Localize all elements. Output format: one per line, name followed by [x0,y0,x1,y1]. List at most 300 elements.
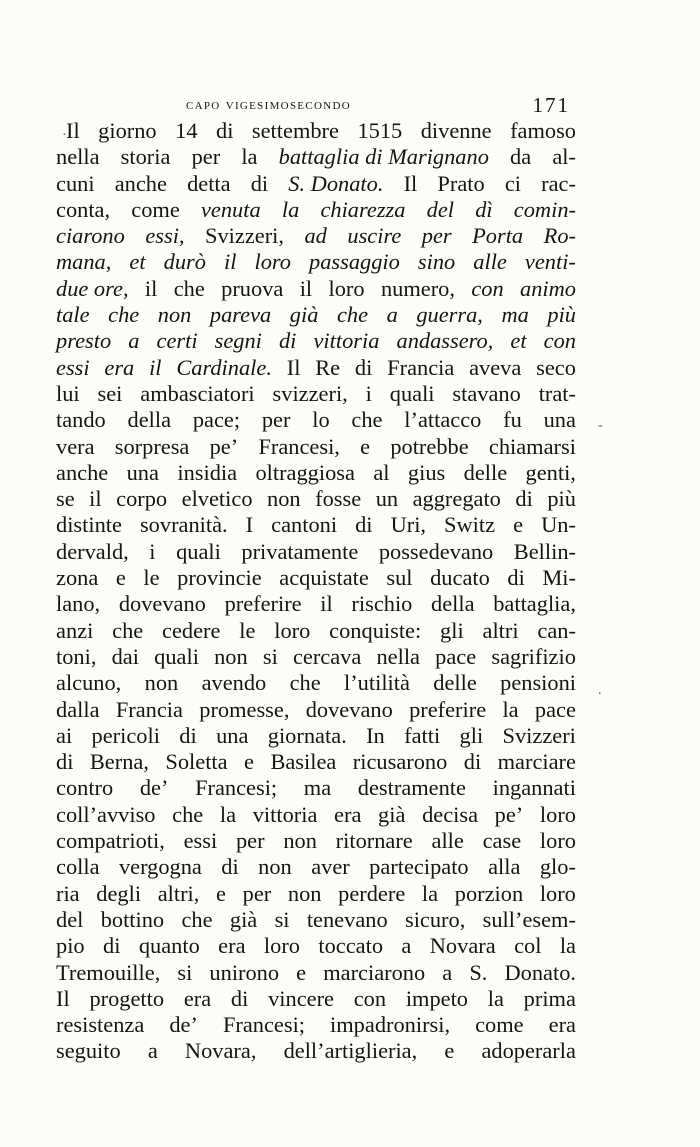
text-line [56,171,576,197]
word: pruova [221,275,284,301]
word: che [181,906,213,932]
word: preferire [224,591,302,617]
word: presto [56,328,112,354]
word: per [235,828,265,854]
word: ai [56,722,73,748]
word: distinte [56,512,122,538]
word: pace [435,643,477,669]
word: non [283,828,317,854]
word: ma [303,775,332,801]
word: vincere [268,985,334,1011]
word: di [230,985,249,1011]
word: il [144,275,158,301]
word: Novara [429,933,496,959]
word: tale [56,302,90,328]
word: chiamarsi [488,433,576,459]
word: ritornare [335,828,413,854]
word: Re [315,354,341,380]
word: impadronirsi, [330,1012,451,1038]
word: numero, [380,275,455,301]
word: destramente [357,775,466,801]
word: compatrioti, [56,828,165,854]
word: il [223,249,237,275]
word: zona [56,565,99,591]
text-line [56,775,576,801]
word: una [126,459,159,485]
word: pe’ [209,433,239,459]
word: vera [56,433,95,459]
word: per [261,407,291,433]
word: era [183,985,212,1011]
word: battaglia, [493,591,576,617]
word: non [287,880,322,906]
word: seco [536,354,576,380]
word: i [365,380,372,406]
word: andassero, [396,328,494,354]
word: come [475,1012,524,1038]
word: di [221,854,239,880]
word: provincie [177,565,262,591]
word: coll’avviso [56,801,156,827]
word: toni, [56,643,97,669]
word: Novara, [184,1038,257,1064]
text-line [56,907,576,933]
word: il [149,354,162,380]
word: si [177,959,193,985]
word: cedere [162,617,221,643]
word: la [281,196,300,222]
word: stavano [452,380,521,406]
word: venuta [200,196,261,222]
word: uscire [347,223,402,249]
word: quali [176,538,221,564]
word: quali [154,643,199,669]
word: vittoria [252,801,318,827]
word: non [157,302,192,328]
word: aggregato [412,486,501,512]
word: la [559,933,576,959]
word: delle [463,459,508,485]
word: Uri, [390,512,427,538]
word: de’ [169,1012,198,1038]
text-line [56,591,576,617]
word: e [360,433,371,459]
word: un [375,486,399,512]
word: sagrifizio [491,643,576,669]
word: che [108,302,140,328]
word: lui [56,380,80,406]
word: aveva [469,354,522,380]
word: guerra, [416,302,483,328]
word: dell’artiglieria, [283,1038,418,1064]
word: acquistate [279,565,369,591]
word: che [112,617,144,643]
word: toccato [318,933,384,959]
word: sino [417,249,456,275]
word: dì [475,196,493,222]
word: trat- [538,380,576,406]
word: delle [433,670,477,696]
word: di [355,512,373,538]
word: seguito [56,1038,121,1064]
word: insidia [177,459,238,485]
text-line [56,512,576,538]
word: della [431,591,475,617]
word: divenne [420,118,492,143]
word: per [242,880,272,906]
word: aver [311,854,350,880]
word: essi [183,828,218,854]
word: la [219,801,237,827]
word: cantoni [271,512,338,538]
word: per [191,144,221,170]
text-line [56,460,576,486]
word: Porta [472,223,524,249]
word: nella [56,144,100,170]
word: le [239,617,256,643]
word: ingannati [492,775,576,801]
word: conta, [56,196,111,222]
word: e [296,959,307,985]
word: passaggio [309,249,400,275]
word: al- [552,144,576,170]
word: case [482,828,522,854]
word: animo [520,275,576,301]
word: e [444,1038,455,1064]
word: tenevano [306,906,388,932]
word: Ro- [543,223,576,249]
word: a [442,959,453,985]
word: e [244,749,254,775]
text-line [56,118,576,144]
word: e [115,565,126,591]
word: quali [389,380,435,406]
text-line [56,854,576,880]
word: Berna, [89,749,149,775]
word: ciarono [56,223,125,249]
word: il [320,591,333,617]
margin-dot: · [62,128,67,143]
word: svizzeri, [272,380,348,406]
word: Prato [437,170,485,196]
word: settembre [251,118,339,143]
word: contro [56,775,114,801]
word: fatti [404,722,441,748]
word: loro [539,880,576,906]
word: dervald, [56,538,129,564]
word: di [250,170,269,196]
word: Donato. [504,959,576,985]
word: a [386,302,398,328]
word: pace [534,696,576,722]
text-line [56,407,576,433]
word: sovranità. [139,512,228,538]
word: si [262,643,278,669]
word: Francesi, [258,433,340,459]
word: di [463,749,482,775]
text-line [56,565,576,591]
word: dai [111,643,139,669]
margin-dot: . [598,683,602,698]
word: giornata. [267,722,347,748]
word: In [366,722,385,748]
word: la [487,985,504,1011]
text-line [56,802,576,828]
word: durò [163,249,206,275]
word: Tremouille, [56,959,161,985]
word: Francia [115,696,183,722]
word: corpo [116,486,168,512]
word: loro [254,249,291,275]
word: porzion [454,880,524,906]
word: se [56,486,75,512]
word: loro [328,275,365,301]
word: già [229,906,258,932]
word: can- [537,617,576,643]
word: comin- [513,196,576,222]
word: Il [66,118,80,143]
word: Il [56,985,70,1011]
word: sorpresa [114,433,190,459]
word: nella [376,643,420,669]
word: più [547,486,576,512]
word: l’attacco [404,407,482,433]
word: Mi- [542,565,576,591]
word: avendo [201,670,267,696]
word: vergogna [118,854,202,880]
word: 1515 [357,118,403,143]
word: oltraggiosa [255,459,355,485]
word: pensioni [500,670,576,696]
word: essi, [145,223,185,249]
word: altri [482,617,519,643]
word: di [507,565,525,591]
word: non [267,486,301,512]
text-line [56,960,576,986]
word: chiarezza [320,196,406,222]
word: segni [214,328,262,354]
word: a [128,328,140,354]
word: certi [156,328,198,354]
word: il [299,275,313,301]
word: pio [56,933,85,959]
text-line [56,986,576,1012]
word: essi [56,354,90,380]
word: Svizzeri [502,722,576,748]
word: e [216,880,226,906]
word: Francia [387,354,455,380]
text-line [56,144,576,170]
word: anzi [56,617,94,643]
word: sei [97,380,123,406]
word: possedevano [378,538,494,564]
text-line [56,249,576,275]
word: resistenza [56,1012,145,1038]
word: dalla [56,696,100,722]
word: decisa [422,801,479,827]
word: da [510,144,532,170]
word: con [353,985,387,1011]
word: battaglia di Marignano [278,144,489,170]
word: una [216,722,249,748]
word: si [274,906,290,932]
word: Svizzeri, [205,223,284,249]
word: pericoli [91,722,160,748]
text-line [56,1038,576,1064]
text-line [56,828,576,854]
word: che [173,275,205,301]
word: ci [504,170,521,196]
word: rac- [541,170,576,196]
word: giorno [98,118,157,143]
word: di [354,354,373,380]
word: di [103,933,121,959]
word: glo- [539,854,576,880]
word: due ore, [56,275,129,301]
word: cuni [56,170,95,196]
word: con [543,328,576,354]
word: Francesi; [222,1012,306,1038]
word: come [131,196,180,222]
word: era [104,354,135,380]
text-line [56,434,576,460]
word: promesse, [199,696,290,722]
word: non [214,643,248,669]
word: marciarono [323,959,426,985]
word: dovevano [118,591,206,617]
word: ria [56,880,80,906]
word: al [373,459,390,485]
text-line [56,486,576,512]
word: che [289,670,321,696]
word: era [548,1012,576,1038]
word: sul [386,565,413,591]
word: bottino [100,906,165,932]
word: S. Donato. [288,170,384,196]
text-line [56,302,576,328]
word: tando [56,407,106,433]
word: I [245,512,254,538]
word: più [547,302,576,328]
word: lo [312,407,330,433]
text-line [56,723,576,749]
word: perdere [338,880,406,906]
word: Cardinale. [176,354,272,380]
word: sull’esem- [482,906,576,932]
text-line [56,697,576,723]
word: la [502,696,519,722]
word: conquiste: [329,617,422,643]
word: colla [56,854,100,880]
word: altri, [157,880,200,906]
word: mana, [56,249,112,275]
word: Switz [444,512,496,538]
text-line [56,618,576,644]
word: Bellin- [513,538,576,564]
word: storia [120,144,171,170]
word: quanto [138,933,200,959]
text-line [56,644,576,670]
text-line [56,1012,576,1038]
word: di [216,118,234,143]
word: unirono [209,959,280,985]
word: già [289,302,319,328]
word: gius [407,459,446,485]
word: lano, [56,591,101,617]
word: l’utilità [344,670,410,696]
word: pe’ [494,801,524,827]
word: a [147,1038,158,1064]
word: gli [440,617,464,643]
word: di [278,328,297,354]
word: della [127,407,172,433]
text-line [56,328,576,354]
word: vittoria [313,328,380,354]
word: Basilea [270,749,337,775]
word: i [149,538,156,564]
word: ambasciatori [140,380,255,406]
word: le [143,565,160,591]
text-line [56,197,576,223]
word: col [514,933,542,959]
word: ricusarono [352,749,448,775]
word: 14 [175,118,198,143]
word: ma [501,302,529,328]
word: de’ [139,775,169,801]
word: a [401,933,412,959]
word: ad [304,223,327,249]
word: per [421,223,452,249]
word: di [515,486,533,512]
word: impeto [405,985,468,1011]
word: detta [187,170,231,196]
margin-dash: - [598,418,603,433]
word: era [218,933,246,959]
word: alle [431,828,464,854]
word: privatamente [241,538,359,564]
word: e [513,512,524,538]
word: loro [274,617,311,643]
word: degli [96,880,142,906]
word: elvetico [181,486,253,512]
word: ducato [430,565,490,591]
word: cercava [292,643,362,669]
word: S. [469,959,488,985]
word: di [56,749,74,775]
word: Il [286,354,301,380]
word: adoperarla [481,1038,576,1064]
text-line [56,381,576,407]
word: il [89,486,102,512]
word: loro [539,801,576,827]
word: venti- [524,249,576,275]
word: fu [503,407,522,433]
word: et [129,249,146,275]
text-line [56,670,576,696]
word: pareva [209,302,272,328]
word: di [179,722,197,748]
text-line [56,355,576,381]
text-line [56,933,576,959]
page-number: 171 [532,93,570,117]
word: Soletta [165,749,228,775]
word: alla [488,854,521,880]
word: genti, [525,459,576,485]
text-line [56,223,576,249]
word: con [471,275,504,301]
word: preferire [409,696,487,722]
word: Francesi; [195,775,278,801]
